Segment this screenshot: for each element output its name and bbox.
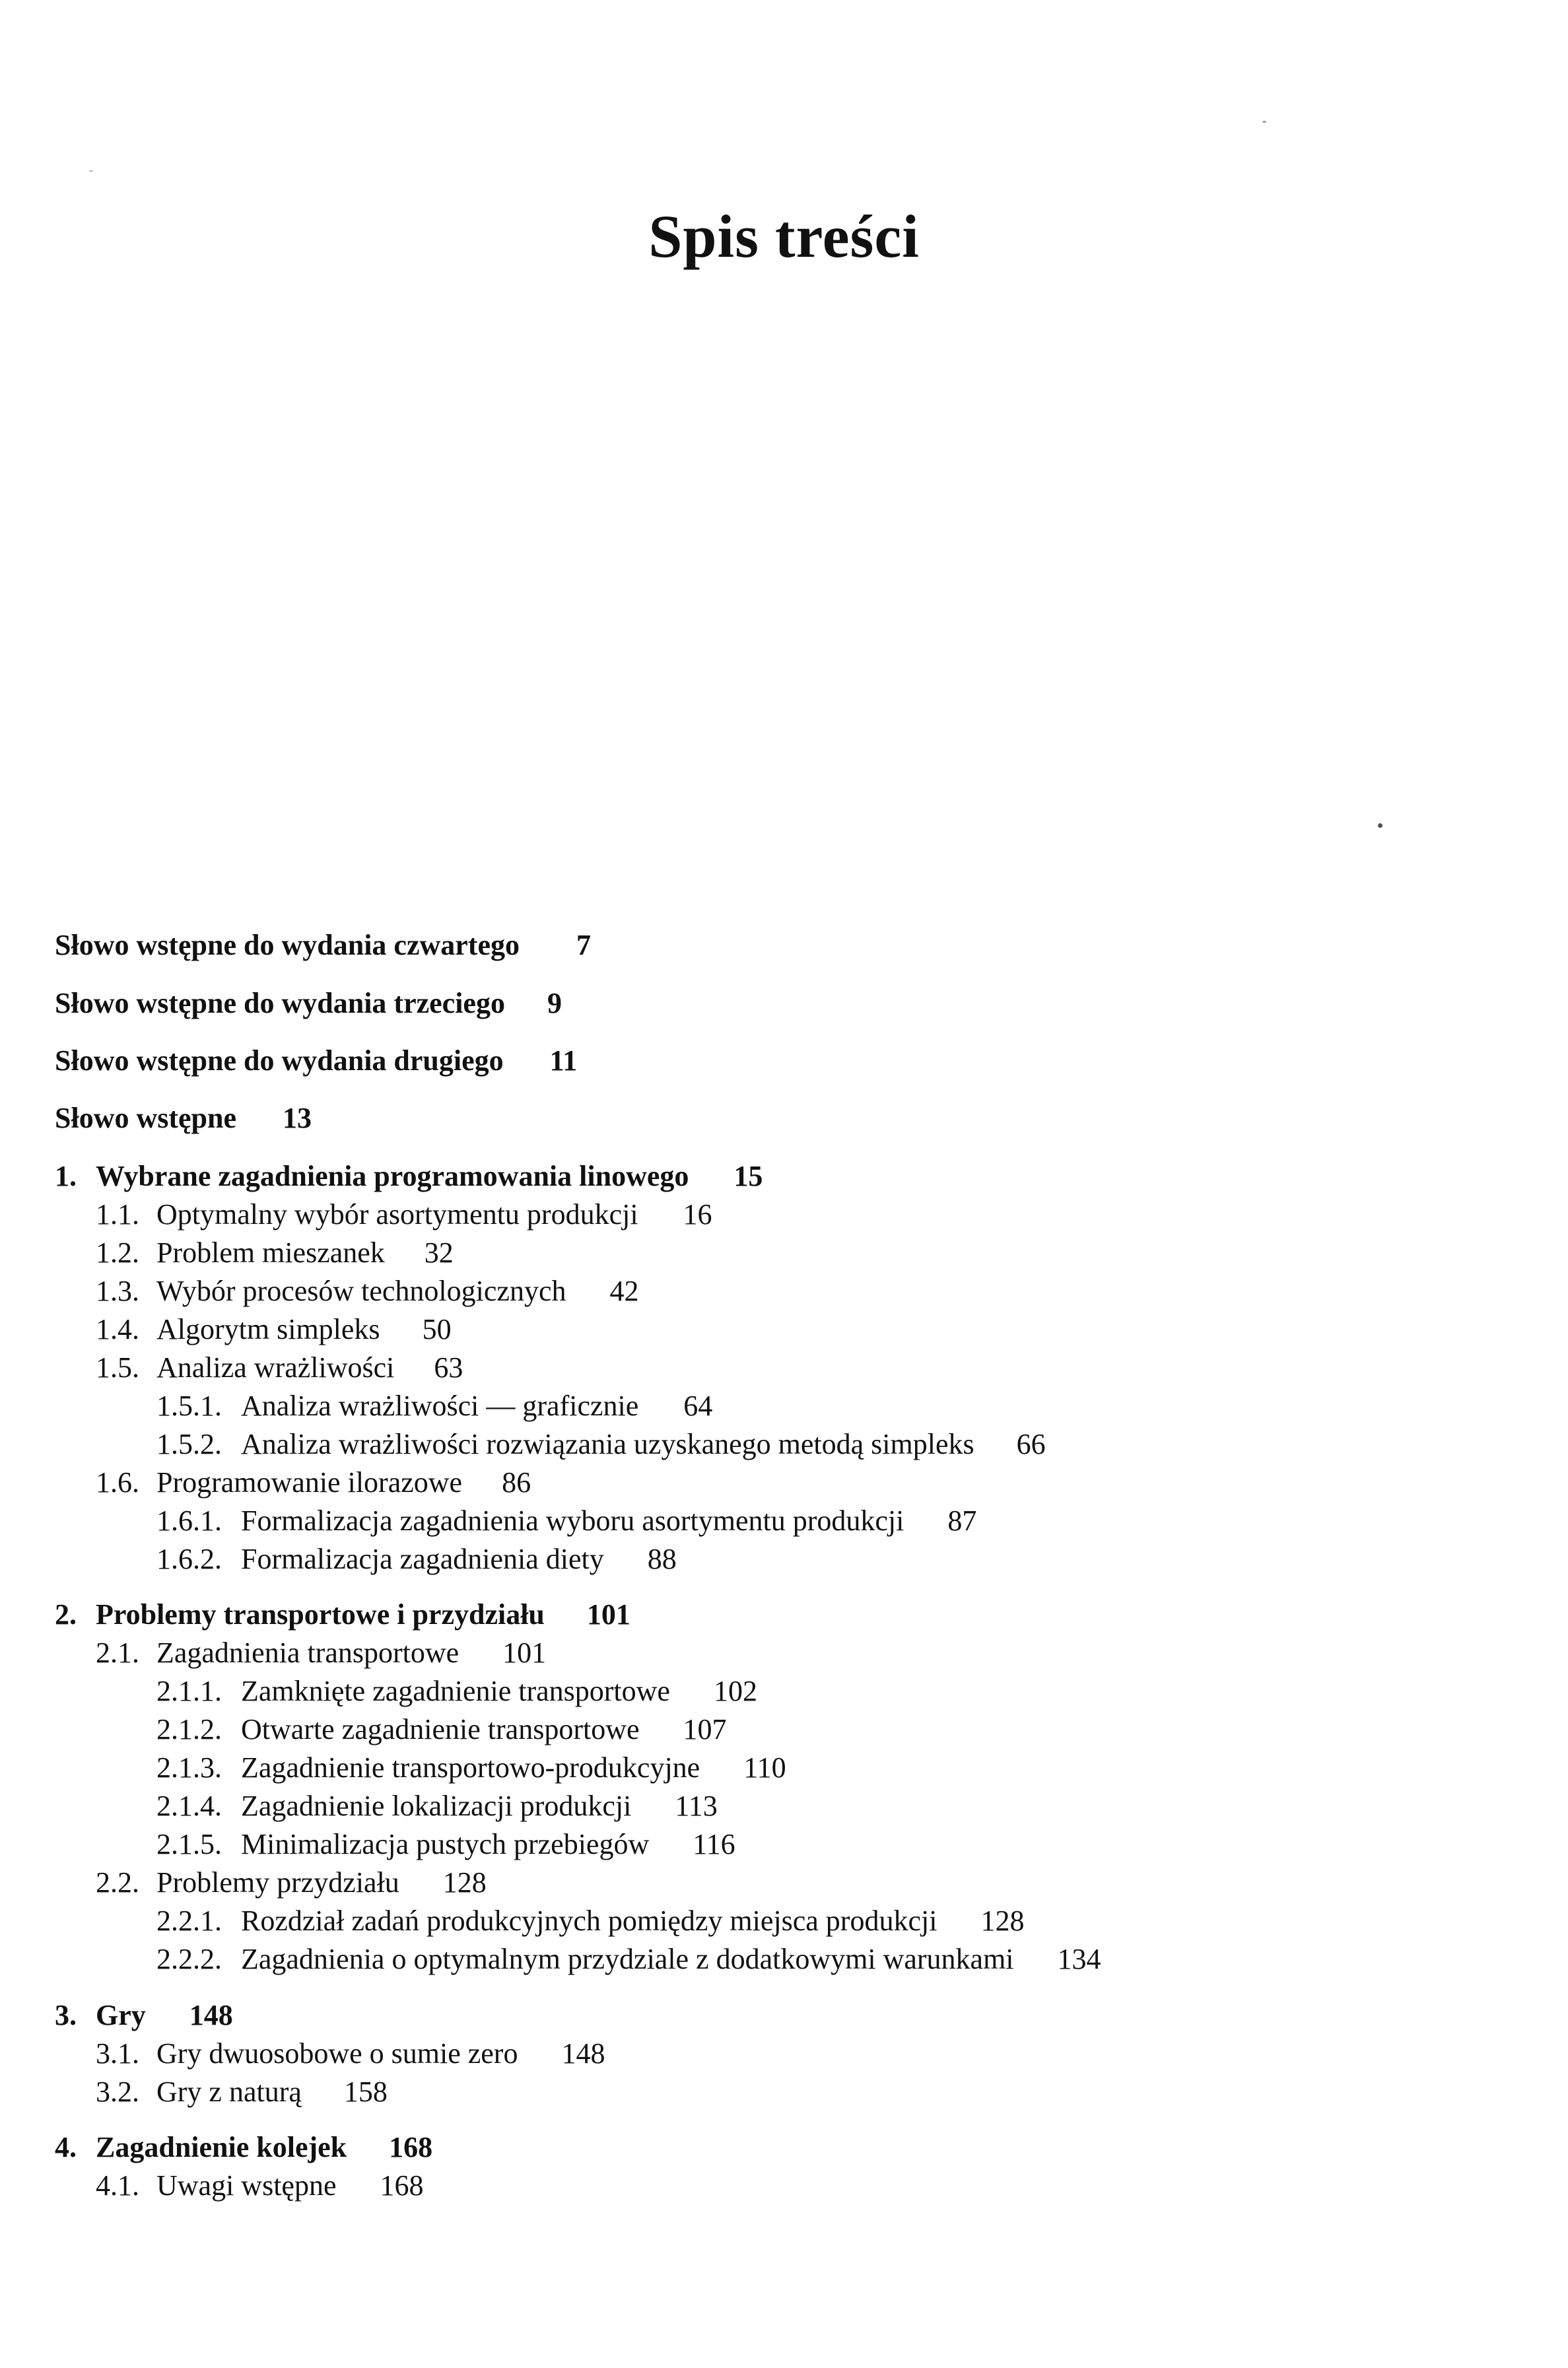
toc-section-title: Wybór procesów technologicznych	[156, 1275, 566, 1307]
toc-entry-foreword[interactable]	[55, 1104, 312, 1133]
toc-section-1-4[interactable]	[96, 1315, 452, 1344]
toc-section-3-1[interactable]	[96, 2039, 605, 2068]
toc-section-title: Analiza wrażliwości	[156, 1351, 395, 1384]
toc-chapter-page: 101	[586, 1598, 631, 1631]
toc-section-page: 32	[424, 1236, 454, 1269]
toc-chapter-number: 1.	[55, 1160, 77, 1192]
toc-subsection-title: Minimalizacja pustych przebiegów	[241, 1828, 650, 1860]
toc-section-title: Optymalny wybór asortymentu produkcji	[156, 1198, 638, 1231]
toc-subsection-number: 2.1.2.	[156, 1713, 222, 1745]
scan-speck	[89, 170, 93, 172]
toc-section-title: Problemy przydziału	[156, 1866, 399, 1899]
toc-section-page: 50	[422, 1313, 452, 1345]
toc-section-2-2[interactable]	[96, 1868, 487, 1897]
toc-subsection-title: Zagadnienie transportowo-produkcyjne	[241, 1751, 700, 1784]
toc-chapter-page: 15	[733, 1160, 763, 1192]
toc-chapter-3[interactable]	[55, 2001, 233, 2030]
toc-entry-title: Słowo wstępne do wydania drugiego	[55, 1044, 504, 1077]
toc-section-number: 1.5.	[96, 1351, 139, 1384]
toc-section-3-2[interactable]	[96, 2078, 388, 2107]
toc-section-page: 86	[502, 1466, 531, 1499]
toc-subsection-page: 116	[693, 1828, 735, 1860]
toc-entry-page: 7	[576, 929, 591, 961]
toc-section-2-1[interactable]	[96, 1639, 546, 1668]
toc-section-page: 63	[434, 1351, 463, 1384]
toc-section-page: 148	[561, 2037, 605, 2070]
toc-subsection-page: 88	[647, 1543, 677, 1575]
toc-section-number: 3.2.	[96, 2076, 139, 2108]
toc-section-title: Zagadnienia transportowe	[156, 1637, 460, 1669]
toc-subsection-page: 87	[947, 1505, 977, 1537]
toc-chapter-title: Problemy transportowe i przydziału	[96, 1598, 545, 1631]
toc-subsection-title: Zagadnienie lokalizacji produkcji	[241, 1790, 632, 1822]
toc-subsection-title: Rozdział zadań produkcyjnych pomiędzy miejsca produkcji	[241, 1905, 937, 1937]
toc-entry-page: 9	[547, 987, 562, 1019]
toc-subsection-title: Formalizacja zagadnienia wyboru asortymentu produkcji	[241, 1505, 904, 1537]
toc-section-page: 42	[609, 1275, 639, 1307]
toc-subsection-number: 2.2.1.	[156, 1905, 222, 1937]
toc-subsection-number: 1.5.1.	[156, 1390, 222, 1422]
toc-section-4-1[interactable]	[96, 2171, 424, 2200]
toc-chapter-1[interactable]	[55, 1162, 763, 1191]
toc-subsection-number: 2.1.4.	[156, 1790, 222, 1822]
toc-section-number: 2.1.	[96, 1637, 139, 1669]
toc-entry-title: Słowo wstępne	[55, 1102, 237, 1134]
toc-section-title: Programowanie ilorazowe	[156, 1466, 463, 1499]
toc-subsection-title: Zamknięte zagadnienie transportowe	[241, 1675, 670, 1707]
scan-speck	[1378, 823, 1382, 828]
toc-chapter-number: 3.	[55, 1999, 77, 2031]
toc-entry-foreword-2[interactable]	[55, 1046, 577, 1075]
toc-subsection-2-1-2[interactable]	[156, 1715, 727, 1744]
toc-subsection-2-1-4[interactable]	[156, 1792, 718, 1821]
page-title: Spis treści	[648, 203, 920, 270]
toc-subsection-number: 2.1.3.	[156, 1751, 222, 1784]
toc-entry-title: Słowo wstępne do wydania czwartego	[55, 929, 520, 961]
toc-section-1-6[interactable]	[96, 1468, 531, 1497]
toc-subsection-2-2-2[interactable]	[156, 1945, 1101, 1974]
toc-section-number: 2.2.	[96, 1866, 139, 1899]
toc-subsection-title: Zagadnienia o optymalnym przydziale z dodatkowymi warunkami	[241, 1943, 1014, 1975]
toc-subsection-page: 113	[675, 1790, 718, 1822]
toc-section-number: 4.1.	[96, 2169, 139, 2202]
toc-entry-foreword-4[interactable]	[55, 931, 591, 960]
toc-entry-foreword-3[interactable]	[55, 989, 562, 1018]
toc-subsection-page: 134	[1057, 1943, 1101, 1975]
toc-section-page: 168	[380, 2169, 424, 2202]
toc-subsection-2-2-1[interactable]	[156, 1907, 1024, 1936]
toc-subsection-2-1-5[interactable]	[156, 1830, 735, 1859]
toc-subsection-number: 2.1.1.	[156, 1675, 222, 1707]
toc-subsection-title: Analiza wrażliwości rozwiązania uzyskanego metodą simpleks	[241, 1428, 974, 1460]
toc-section-1-5[interactable]	[96, 1353, 463, 1382]
toc-chapter-title: Gry	[96, 1999, 146, 2031]
toc-chapter-number: 2.	[55, 1598, 77, 1631]
toc-section-number: 3.1.	[96, 2037, 139, 2070]
toc-section-page: 16	[683, 1198, 712, 1231]
toc-section-page: 101	[502, 1637, 547, 1669]
toc-subsection-title: Otwarte zagadnienie transportowe	[241, 1713, 640, 1745]
toc-subsection-page: 102	[713, 1675, 757, 1707]
toc-chapter-4[interactable]	[55, 2133, 432, 2162]
toc-subsection-title: Formalizacja zagadnienia diety	[241, 1543, 604, 1575]
toc-section-1-1[interactable]	[96, 1200, 712, 1229]
toc-entry-page: 13	[283, 1102, 312, 1134]
toc-entry-title: Słowo wstępne do wydania trzeciego	[55, 987, 505, 1019]
toc-section-number: 1.2.	[96, 1236, 139, 1269]
toc-subsection-2-1-3[interactable]	[156, 1753, 786, 1782]
toc-section-title: Gry dwuosobowe o sumie zero	[156, 2037, 518, 2070]
toc-section-number: 1.4.	[96, 1313, 139, 1345]
toc-section-1-3[interactable]	[96, 1277, 638, 1306]
toc-subsection-1-5-1[interactable]	[156, 1392, 712, 1421]
toc-chapter-2[interactable]	[55, 1600, 631, 1629]
toc-subsection-number: 2.2.2.	[156, 1943, 222, 1975]
toc-section-title: Problem mieszanek	[156, 1236, 385, 1269]
toc-subsection-page: 110	[743, 1751, 786, 1784]
toc-chapter-number: 4.	[55, 2131, 77, 2163]
toc-subsection-page: 64	[683, 1390, 713, 1422]
toc-section-number: 1.6.	[96, 1466, 139, 1499]
toc-section-1-2[interactable]	[96, 1238, 454, 1268]
toc-subsection-page: 128	[980, 1905, 1025, 1937]
toc-subsection-number: 1.6.2.	[156, 1543, 222, 1575]
toc-section-number: 1.3.	[96, 1275, 139, 1307]
toc-subsection-title: Analiza wrażliwości — graficznie	[241, 1390, 639, 1422]
toc-section-page: 128	[442, 1866, 487, 1899]
toc-subsection-1-6-1[interactable]	[156, 1506, 976, 1536]
toc-subsection-1-5-2[interactable]	[156, 1430, 1046, 1459]
scan-speck	[1262, 121, 1266, 123]
toc-section-number: 1.1.	[96, 1198, 139, 1231]
toc-subsection-2-1-1[interactable]	[156, 1677, 757, 1706]
toc-section-title: Uwagi wstępne	[156, 2169, 337, 2202]
toc-subsection-1-6-2[interactable]	[156, 1545, 677, 1574]
toc-subsection-number: 2.1.5.	[156, 1828, 222, 1860]
toc-subsection-number: 1.6.1.	[156, 1505, 222, 1537]
toc-section-page: 158	[343, 2076, 388, 2108]
toc-chapter-title: Wybrane zagadnienia programowania linowego	[96, 1160, 689, 1192]
toc-chapter-title: Zagadnienie kolejek	[96, 2131, 347, 2163]
toc-chapter-page: 168	[389, 2131, 433, 2163]
toc-subsection-number: 1.5.2.	[156, 1428, 222, 1460]
toc-section-title: Gry z naturą	[156, 2076, 302, 2108]
toc-section-title: Algorytm simpleks	[156, 1313, 380, 1345]
toc-subsection-page: 66	[1016, 1428, 1046, 1460]
toc-subsection-page: 107	[683, 1713, 727, 1745]
toc-chapter-page: 148	[189, 1999, 233, 2031]
toc-entry-page: 11	[549, 1044, 578, 1077]
